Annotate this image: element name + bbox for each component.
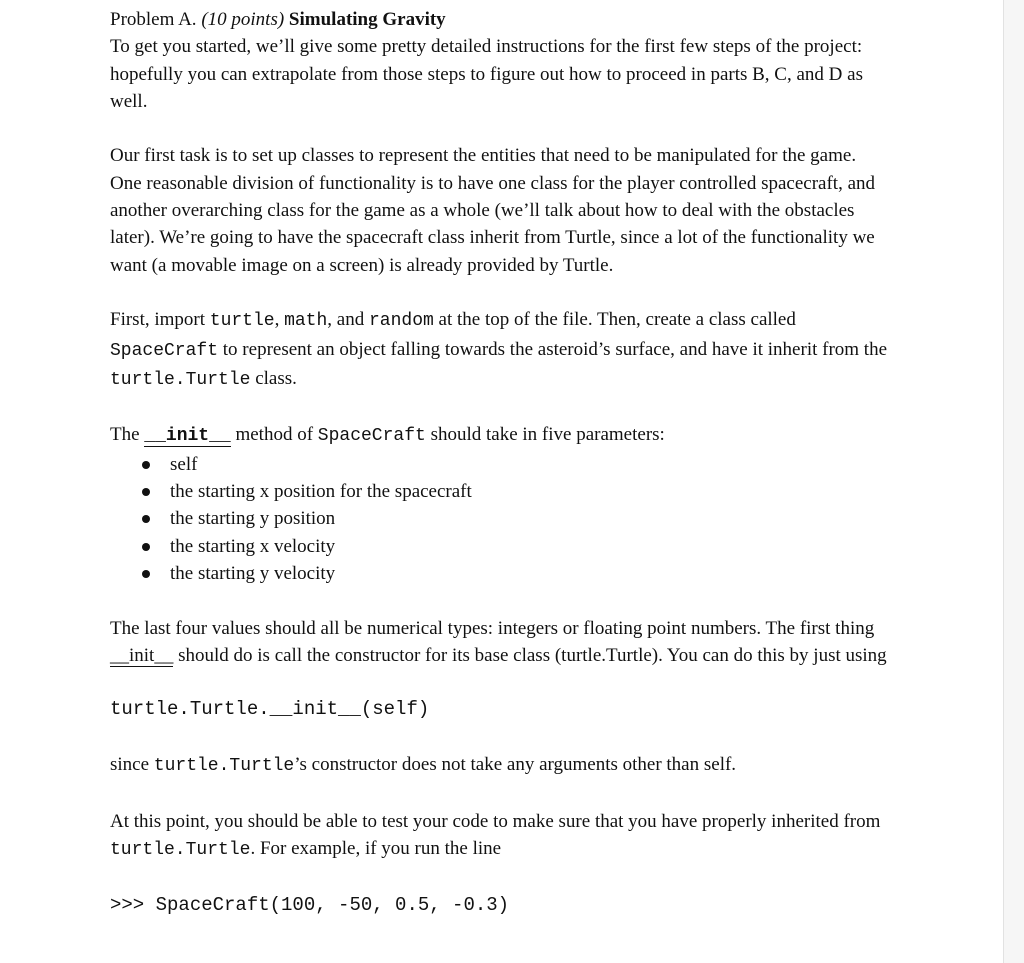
list-item: the starting y position	[170, 505, 890, 532]
import-text-3: , and	[327, 309, 369, 331]
import-text-4: at the top of the file. Then, create a class called	[433, 309, 796, 331]
problem-heading	[110, 6, 890, 33]
code-init-method: __init__	[144, 426, 231, 447]
import-text-2: ,	[274, 309, 285, 331]
list-item: the starting x position for the spacecraft	[170, 478, 890, 505]
scrollbar-track[interactable]	[1003, 0, 1024, 963]
since-paragraph	[110, 751, 890, 780]
test-text-2: . For example, if you run the line	[250, 837, 502, 859]
document-content	[110, 6, 890, 946]
numeric-paragraph	[110, 615, 890, 670]
code-spacecraft: SpaceCraft	[110, 340, 219, 361]
import-text-1: First, import	[110, 309, 210, 331]
numeric-text-2: should do is call the constructor for its base class (turtle.Turtle). You can do this by just using	[173, 644, 887, 666]
intro-paragraph: To get you started, we’ll give some pretty detailed instructions for the first few steps of the project: hopefully you can extrapolate from those steps to figure out how to proceed in parts B, C, and D as well.	[110, 36, 863, 112]
code-turtle-turtle-3: turtle.Turtle	[110, 839, 251, 860]
list-item: the starting y velocity	[170, 560, 890, 587]
import-text-6: class.	[250, 367, 297, 389]
code-random: random	[368, 311, 434, 332]
code-spacecraft-class: SpaceCraft	[317, 426, 426, 447]
since-text-2: ’s constructor does not take any arguments other than self.	[294, 754, 737, 776]
init-text-1: The	[110, 424, 145, 446]
list-item: the starting x velocity	[170, 533, 890, 560]
task-paragraph: Our first task is to set up classes to represent the entities that need to be manipulated for the game. One reasonable division of functionality is to have one class for the player controlled spacecraft, and another overarching class for the game as a whole (we’ll talk about how to deal with the obstacles later). We’re going to have the spacecraft class inherit from Turtle, since a lot of the functionality we want (a movable image on a screen) is already provided by Turtle.	[110, 145, 876, 276]
init-text-2: method of	[230, 424, 318, 446]
import-text-5: to represent an object falling towards the asteroid’s surface, and have it inherit from the	[218, 338, 888, 360]
code-turtle: turtle	[209, 311, 275, 332]
init-paragraph	[110, 421, 890, 450]
code-turtle-turtle-2: turtle.Turtle	[153, 756, 295, 777]
numeric-text-1: The last four values should all be numerical types: integers or floating point numbers. The first thing	[110, 617, 875, 639]
test-text-1: At this point, you should be able to test your code to make sure that you have properly inherited from	[110, 810, 881, 832]
code-math: math	[284, 311, 328, 332]
problem-title: Simulating Gravity	[288, 9, 446, 30]
test-paragraph	[110, 808, 890, 865]
problem-points: (10 points)	[201, 9, 285, 30]
code-block-constructor: turtle.Turtle.__init__(self)	[110, 698, 430, 721]
init-underlined: __init__	[110, 644, 174, 666]
init-text-3: should take in five parameters:	[425, 424, 665, 446]
problem-label: Problem A.	[110, 9, 197, 30]
import-paragraph	[110, 306, 890, 394]
example-command: >>> SpaceCraft(100, -50, 0.5, -0.3)	[110, 893, 510, 916]
list-item: self	[170, 451, 890, 478]
parameter-list	[110, 451, 890, 587]
since-text-1: since	[110, 754, 154, 776]
code-turtle-turtle: turtle.Turtle	[110, 369, 251, 390]
